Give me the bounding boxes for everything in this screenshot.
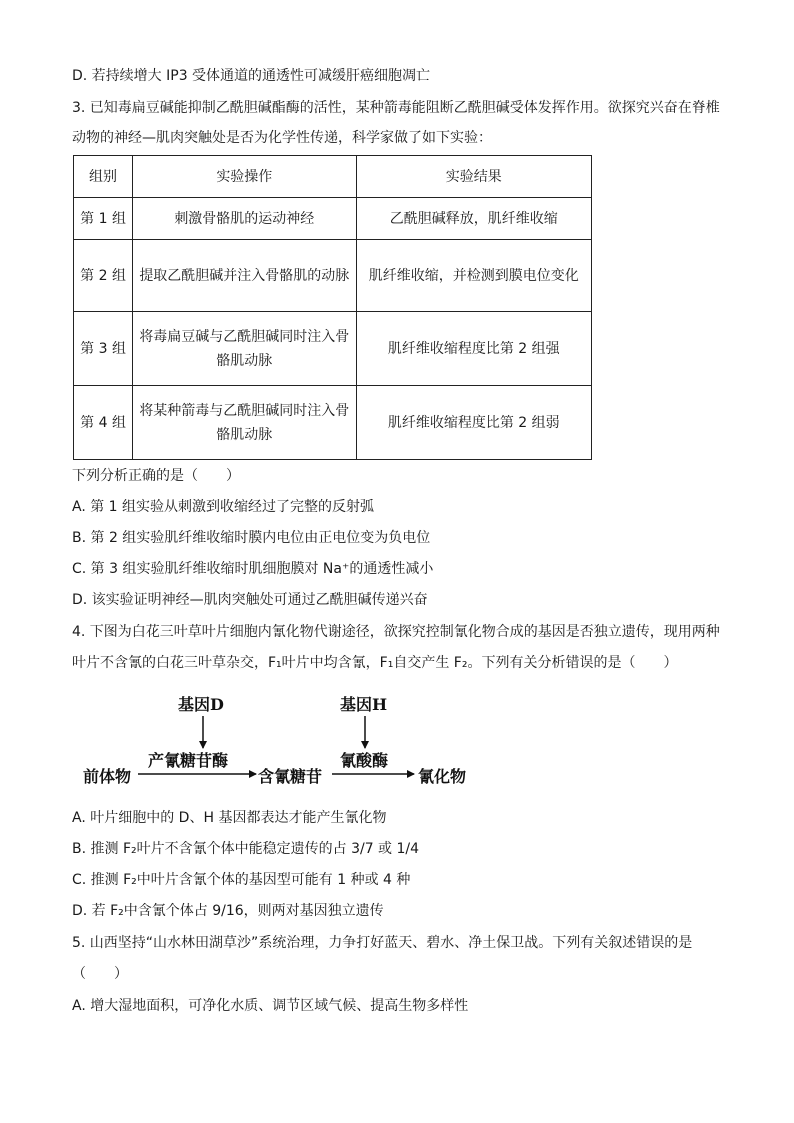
table-row: [74, 240, 592, 312]
experiment-table: [73, 155, 592, 460]
gene-h-label: 基因H: [340, 695, 388, 714]
q2-option-d: D. 若持续增大 IP3 受体通道的通透性可减缓肝癌细胞凋亡: [72, 68, 431, 84]
q5-option-a: A. 增大湿地面积，可净化水质、调节区域气候、提高生物多样性: [72, 998, 469, 1014]
table-row: [74, 386, 592, 460]
table-cell-group: 第 2 组: [74, 240, 133, 312]
q3-option-b: B. 第 2 组实验肌纤维收缩时膜内电位由正电位变为负电位: [72, 530, 431, 546]
q3-stem-line2: 动物的神经—肌肉突触处是否为化学性传递，科学家做了如下实验：: [72, 130, 492, 146]
table-cell-result: 肌纤维收缩程度比第 2 组强: [356, 312, 591, 386]
q3-stem-line1: 3. 已知毒扁豆碱能抑制乙酰胆碱酯酶的活性，某种箭毒能阻断乙酰胆碱受体发挥作用。欲探究兴奋在脊椎: [72, 100, 720, 116]
table-cell-operation: 刺激骨骼肌的运动神经: [133, 198, 356, 240]
q4-option-d: D. 若 F₂中含氰个体占 9/16，则两对基因独立遗传: [72, 903, 384, 919]
table-row: [74, 312, 592, 386]
table-cell-operation: 提取乙酰胆碱并注入骨骼肌的动脉: [133, 240, 356, 312]
cyanide-pathway-diagram: [80, 688, 500, 788]
enzyme-2-label: 氰酸酶: [340, 751, 389, 770]
table-row: [74, 198, 592, 240]
q4-stem-line2: 叶片不含氰的白花三叶草杂交，F₁叶片中均含氰，F₁自交产生 F₂。下列有关分析错误的是（ ）: [72, 655, 678, 671]
precursor-node: 前体物: [83, 767, 132, 786]
table-cell-result: 肌纤维收缩，并检测到膜电位变化: [356, 240, 591, 312]
q4-option-a: A. 叶片细胞中的 D、H 基因都表达才能产生氰化物: [72, 810, 387, 826]
table-header-row: [74, 156, 592, 198]
table-header: 实验结果: [356, 156, 591, 198]
enzyme-1-label: 产氰糖苷酶: [148, 751, 229, 770]
q4-option-c: C. 推测 F₂中叶片含氰个体的基因型可能有 1 种或 4 种: [72, 872, 411, 888]
table-cell-result: 乙酰胆碱释放，肌纤维收缩: [356, 198, 591, 240]
q3-option-a: A. 第 1 组实验从刺激到收缩经过了完整的反射弧: [72, 499, 375, 515]
table-cell-group: 第 3 组: [74, 312, 133, 386]
q3-prompt: 下列分析正确的是（ ）: [72, 468, 240, 484]
table-cell-group: 第 1 组: [74, 198, 133, 240]
table-cell-group: 第 4 组: [74, 386, 133, 460]
table-cell-result: 肌纤维收缩程度比第 2 组弱: [356, 386, 591, 460]
table-header: 组别: [74, 156, 133, 198]
q4-stem-line1: 4. 下图为白花三叶草叶片细胞内氰化物代谢途径，欲探究控制氰化物合成的基因是否独立遗传，现用两种: [72, 624, 720, 640]
q4-option-b: B. 推测 F₂叶片不含氰个体中能稳定遗传的占 3/7 或 1/4: [72, 841, 420, 857]
cyanogenic-glucoside-node: 含氰糖苷: [258, 767, 323, 786]
q5-stem-line1: 5. 山西坚持“山水林田湖草沙”系统治理，力争打好蓝天、碧水、净土保卫战。下列有关叙述错误的是: [72, 935, 693, 951]
q3-option-c: C. 第 3 组实验肌纤维收缩时肌细胞膜对 Na⁺的通透性减小: [72, 561, 434, 577]
table-header: 实验操作: [133, 156, 356, 198]
gene-d-label: 基因D: [178, 695, 224, 714]
table-cell-operation: 将毒扁豆碱与乙酰胆碱同时注入骨骼肌动脉: [133, 312, 356, 386]
cyanide-node: 氰化物: [418, 767, 467, 786]
table-cell-operation: 将某种箭毒与乙酰胆碱同时注入骨骼肌动脉: [133, 386, 356, 460]
q5-stem-line2: （ ）: [72, 966, 128, 982]
q3-option-d: D. 该实验证明神经—肌肉突触处可通过乙酰胆碱传递兴奋: [72, 592, 428, 608]
